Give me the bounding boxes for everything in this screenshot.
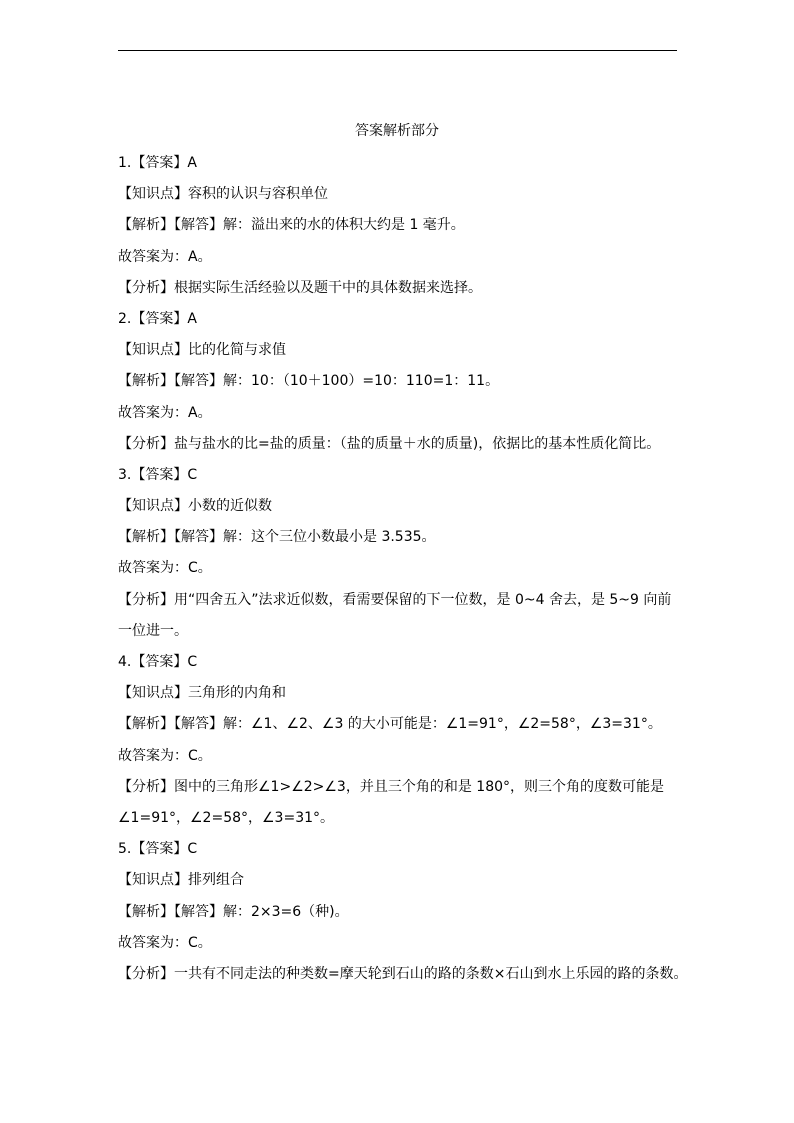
q1-explanation: 【解析】【解答】解：溢出来的水的体积大约是 1 毫升。 [118,217,465,234]
q4-conclusion: 故答案为：C。 [118,747,212,764]
q3-analysis: 【分析】用“四舍五入”法求近似数，看需要保留的下一位数，是 0~4 舍去，是 5~9 向前 [118,591,672,608]
q2-conclusion: 故答案为：A。 [118,404,212,421]
q3-analysis-cont: 一位进一。 [118,622,188,639]
header-rule [118,50,677,51]
q5-explanation: 【解析】【解答】解：2×3=6（种)。 [118,903,349,920]
q4-explanation: 【解析】【解答】解：∠1、∠2、∠3 的大小可能是：∠1=91°，∠2=58°，∠3=31°。 [118,716,662,733]
q2-analysis: 【分析】盐与盐水的比=盐的质量：（盐的质量＋水的质量)，依据比的基本性质化简比。 [118,435,661,452]
q2-knowledge-point: 【知识点】比的化简与求值 [118,342,286,359]
q5-answer: 5.【答案】C [118,841,198,858]
q3-answer: 3.【答案】C [118,466,198,483]
q3-conclusion: 故答案为：C。 [118,560,212,577]
answer-content [118,154,688,996]
q5-analysis: 【分析】一共有不同走法的种类数=摩天轮到石山的路的条数×石山到水上乐园的路的条数。 [118,965,688,982]
q1-conclusion: 故答案为：A。 [118,248,212,265]
q2-answer: 2.【答案】A [118,310,197,327]
q1-answer: 1.【答案】A [118,155,197,171]
q4-analysis: 【分析】图中的三角形∠1>∠2>∠3，并且三个角的和是 180°，则三个角的度数可能是 [118,778,665,795]
q4-answer: 4.【答案】C [118,654,198,670]
q1-analysis: 【分析】根据实际生活经验以及题干中的具体数据来选择。 [118,279,482,296]
q1-knowledge-point: 【知识点】容积的认识与容积单位 [118,186,328,203]
q2-explanation: 【解析】【解答】解：10：（10＋100）=10：110=1：11。 [118,373,500,390]
q3-explanation: 【解析】【解答】解：这个三位小数最小是 3.535。 [118,529,436,546]
q3-knowledge-point: 【知识点】小数的近似数 [118,498,272,515]
q4-knowledge-point: 【知识点】三角形的内角和 [118,685,286,702]
page-title: 答案解析部分 [355,123,439,139]
q5-knowledge-point: 【知识点】排列组合 [118,872,244,889]
q4-analysis-cont: ∠1=91°，∠2=58°，∠3=31°。 [118,809,335,826]
q5-conclusion: 故答案为：C。 [118,934,212,951]
